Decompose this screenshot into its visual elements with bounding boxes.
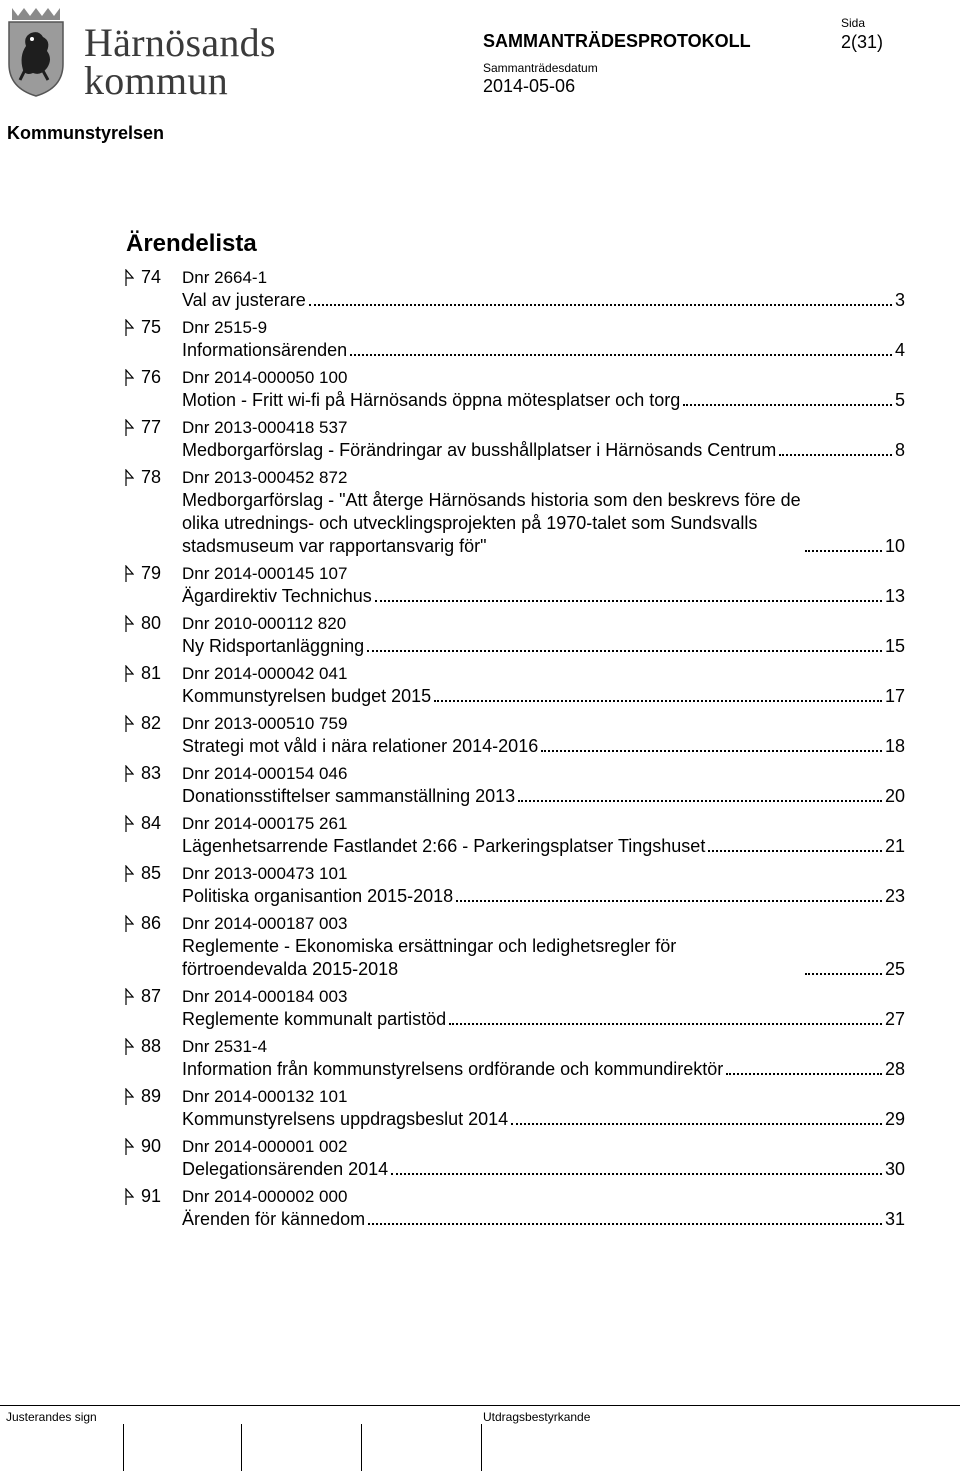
item-entry[interactable] [182, 635, 905, 658]
item-entry[interactable] [182, 735, 905, 758]
item-number: 87 [141, 986, 162, 1006]
item-number: 79 [141, 563, 162, 583]
item-entry[interactable] [182, 935, 905, 981]
dot-leader [708, 850, 882, 852]
item-page: 15 [884, 636, 905, 656]
item-title: Politiska organisantion 2015-2018 [182, 886, 454, 906]
dot-leader [683, 404, 892, 406]
item-number: 86 [141, 913, 162, 933]
item-title: Ny Ridsportanläggning [182, 636, 365, 656]
meeting-date: 2014-05-06 [483, 76, 576, 96]
item-number: 75 [141, 317, 162, 337]
dot-leader [456, 900, 882, 902]
item-entry[interactable] [182, 1208, 905, 1231]
item-number: 81 [141, 663, 162, 683]
item-page: 21 [884, 836, 905, 856]
bullet-arrow-icon [125, 1038, 134, 1056]
item-title: Val av justerare [182, 290, 306, 310]
bullet-arrow-icon [125, 319, 134, 337]
item-page: 27 [884, 1009, 905, 1029]
agenda-item [125, 1185, 905, 1231]
agenda-heading: Ärendelista [126, 230, 257, 257]
item-entry[interactable] [182, 1158, 905, 1181]
item-page: 28 [884, 1059, 905, 1079]
item-page: 10 [884, 536, 905, 556]
extract-label: Utdragsbestyrkande [483, 1410, 591, 1424]
dot-leader [434, 700, 882, 702]
agenda-item [125, 416, 905, 462]
agenda-item [125, 712, 905, 758]
item-dnr: Dnr 2013-000510 759 [182, 714, 348, 733]
bullet-arrow-icon [125, 988, 134, 1006]
dot-leader [309, 304, 892, 306]
dot-leader [805, 550, 882, 552]
item-dnr: Dnr 2010-000112 820 [182, 614, 347, 633]
municipality-logo [6, 6, 286, 103]
signature-box-divider [361, 1424, 362, 1471]
item-page: 29 [884, 1109, 905, 1129]
item-entry[interactable] [182, 685, 905, 708]
item-title: Information från kommunstyrelsens ordförande och kommundirektör [182, 1059, 724, 1079]
item-entry[interactable] [182, 1008, 905, 1031]
page-label: Sida [841, 16, 866, 30]
item-page: 25 [884, 959, 905, 979]
dot-leader [779, 454, 892, 456]
item-title: Donationsstiftelser sammanställning 2013 [182, 786, 516, 806]
item-page: 13 [884, 586, 905, 606]
dot-leader [511, 1123, 882, 1125]
item-title: Informationsärenden [182, 340, 348, 360]
agenda-item [125, 985, 905, 1031]
item-entry[interactable] [182, 339, 905, 362]
agenda-item [125, 1085, 905, 1131]
sign-label: Justerandes sign [6, 1410, 97, 1424]
bullet-arrow-icon [125, 915, 134, 933]
item-entry[interactable] [182, 289, 905, 312]
signature-footer [0, 1405, 960, 1471]
item-number: 82 [141, 713, 162, 733]
item-entry[interactable] [182, 389, 905, 412]
bullet-arrow-icon [125, 765, 134, 783]
item-page: 20 [884, 786, 905, 806]
signature-box-divider [123, 1424, 124, 1471]
bullet-arrow-icon [125, 1138, 134, 1156]
item-entry[interactable] [182, 1058, 905, 1081]
item-title: Motion - Fritt wi-fi på Härnösands öppna mötesplatser och torg [182, 390, 681, 410]
item-dnr: Dnr 2013-000452 872 [182, 468, 348, 487]
item-title: Medborgarförslag - "Att återge Härnösands historia som den beskrevs före de olika utrednings- och utvecklingsprojekten på 1970-talet som Sundsvalls stadsmuseum var rapportansvarig för" [182, 490, 801, 556]
item-number: 89 [141, 1086, 162, 1106]
item-page: 4 [894, 340, 905, 360]
item-entry[interactable] [182, 835, 905, 858]
item-dnr: Dnr 2515-9 [182, 318, 268, 337]
agenda-item [125, 366, 905, 412]
item-title: Delegationsärenden 2014 [182, 1159, 389, 1179]
item-dnr: Dnr 2014-000002 000 [182, 1187, 348, 1206]
item-title: Strategi mot våld i nära relationer 2014-2016 [182, 736, 539, 756]
item-dnr: Dnr 2014-000184 003 [182, 987, 348, 1006]
bullet-arrow-icon [125, 715, 134, 733]
bullet-arrow-icon [125, 865, 134, 883]
item-dnr: Dnr 2014-000132 101 [182, 1087, 348, 1106]
item-dnr: Dnr 2013-000473 101 [182, 864, 348, 883]
dot-leader [350, 354, 892, 356]
item-number: 90 [141, 1136, 162, 1156]
dot-leader [541, 750, 882, 752]
logo-wordmark-line1: Härnösands [84, 20, 276, 65]
item-number: 84 [141, 813, 162, 833]
dot-leader [805, 973, 882, 975]
agenda-item [125, 562, 905, 608]
item-number: 80 [141, 613, 162, 633]
item-title: Ärenden för kännedom [182, 1209, 366, 1229]
agenda-list [125, 266, 905, 1235]
agenda-item [125, 912, 905, 981]
bullet-arrow-icon [125, 615, 134, 633]
item-page: 8 [894, 440, 905, 460]
item-entry[interactable] [182, 585, 905, 608]
bullet-arrow-icon [125, 1188, 134, 1206]
item-number: 78 [141, 467, 162, 487]
document-title: SAMMANTRÄDESPROTOKOLL [483, 31, 751, 51]
item-number: 85 [141, 863, 162, 883]
dot-leader [368, 1223, 882, 1225]
item-entry[interactable] [182, 489, 905, 558]
bullet-arrow-icon [125, 469, 134, 487]
item-number: 83 [141, 763, 162, 783]
item-page: 30 [884, 1159, 905, 1179]
item-title: Reglemente kommunalt partistöd [182, 1009, 447, 1029]
item-dnr: Dnr 2014-000175 261 [182, 814, 348, 833]
agenda-item [125, 612, 905, 658]
dot-leader [518, 800, 882, 802]
item-number: 91 [141, 1186, 162, 1206]
item-title: Ägardirektiv Technichus [182, 586, 372, 606]
bullet-arrow-icon [125, 369, 134, 387]
agenda-item [125, 1135, 905, 1181]
item-dnr: Dnr 2013-000418 537 [182, 418, 348, 437]
item-title: Kommunstyrelsen budget 2015 [182, 686, 432, 706]
item-dnr: Dnr 2664-1 [182, 268, 268, 287]
agenda-item [125, 1035, 905, 1081]
item-entry[interactable] [182, 785, 905, 808]
dot-leader [391, 1173, 882, 1175]
dot-leader [449, 1023, 882, 1025]
agenda-item [125, 662, 905, 708]
agenda-item [125, 812, 905, 858]
item-title: Lägenhetsarrende Fastlandet 2:66 - Parkeringsplatser Tingshuset [182, 836, 706, 856]
item-page: 5 [894, 390, 905, 410]
item-dnr: Dnr 2531-4 [182, 1037, 268, 1056]
dot-leader [375, 600, 882, 602]
agenda-item [125, 862, 905, 908]
dot-leader [726, 1073, 882, 1075]
date-label: Sammanträdesdatum [483, 61, 598, 75]
item-entry[interactable] [182, 439, 905, 462]
item-dnr: Dnr 2014-000001 002 [182, 1137, 348, 1156]
item-page: 18 [884, 736, 905, 756]
item-title: Kommunstyrelsens uppdragsbeslut 2014 [182, 1109, 509, 1129]
item-number: 88 [141, 1036, 162, 1056]
item-entry[interactable] [182, 1108, 905, 1131]
agenda-item [125, 266, 905, 312]
signature-box-divider [481, 1424, 482, 1471]
logo-wordmark-line2: kommun [84, 58, 229, 103]
bullet-arrow-icon [125, 1088, 134, 1106]
item-dnr: Dnr 2014-000050 100 [182, 368, 348, 387]
item-number: 74 [141, 267, 162, 287]
coat-of-arms-icon [6, 6, 66, 98]
item-dnr: Dnr 2014-000154 046 [182, 764, 348, 783]
item-number: 77 [141, 417, 162, 437]
organization-name: Kommunstyrelsen [7, 123, 165, 143]
bullet-arrow-icon [125, 815, 134, 833]
item-page: 23 [884, 886, 905, 906]
agenda-item [125, 762, 905, 808]
bullet-arrow-icon [125, 565, 134, 583]
bullet-arrow-icon [125, 665, 134, 683]
item-entry[interactable] [182, 885, 905, 908]
item-dnr: Dnr 2014-000145 107 [182, 564, 348, 583]
item-title: Medborgarförslag - Förändringar av busshållplatser i Härnösands Centrum [182, 440, 777, 460]
item-dnr: Dnr 2014-000187 003 [182, 914, 348, 933]
bullet-arrow-icon [125, 419, 134, 437]
item-title: Reglemente - Ekonomiska ersättningar och ledighetsregler för förtroendevalda 2015-2018 [182, 936, 677, 979]
dot-leader [367, 650, 882, 652]
page-number: 2(31) [841, 32, 884, 52]
item-page: 3 [894, 290, 905, 310]
bullet-arrow-icon [125, 269, 134, 287]
item-dnr: Dnr 2014-000042 041 [182, 664, 348, 683]
item-page: 31 [884, 1209, 905, 1229]
item-number: 76 [141, 367, 162, 387]
agenda-item [125, 466, 905, 558]
agenda-item [125, 316, 905, 362]
signature-box-divider [241, 1424, 242, 1471]
item-page: 17 [884, 686, 905, 706]
